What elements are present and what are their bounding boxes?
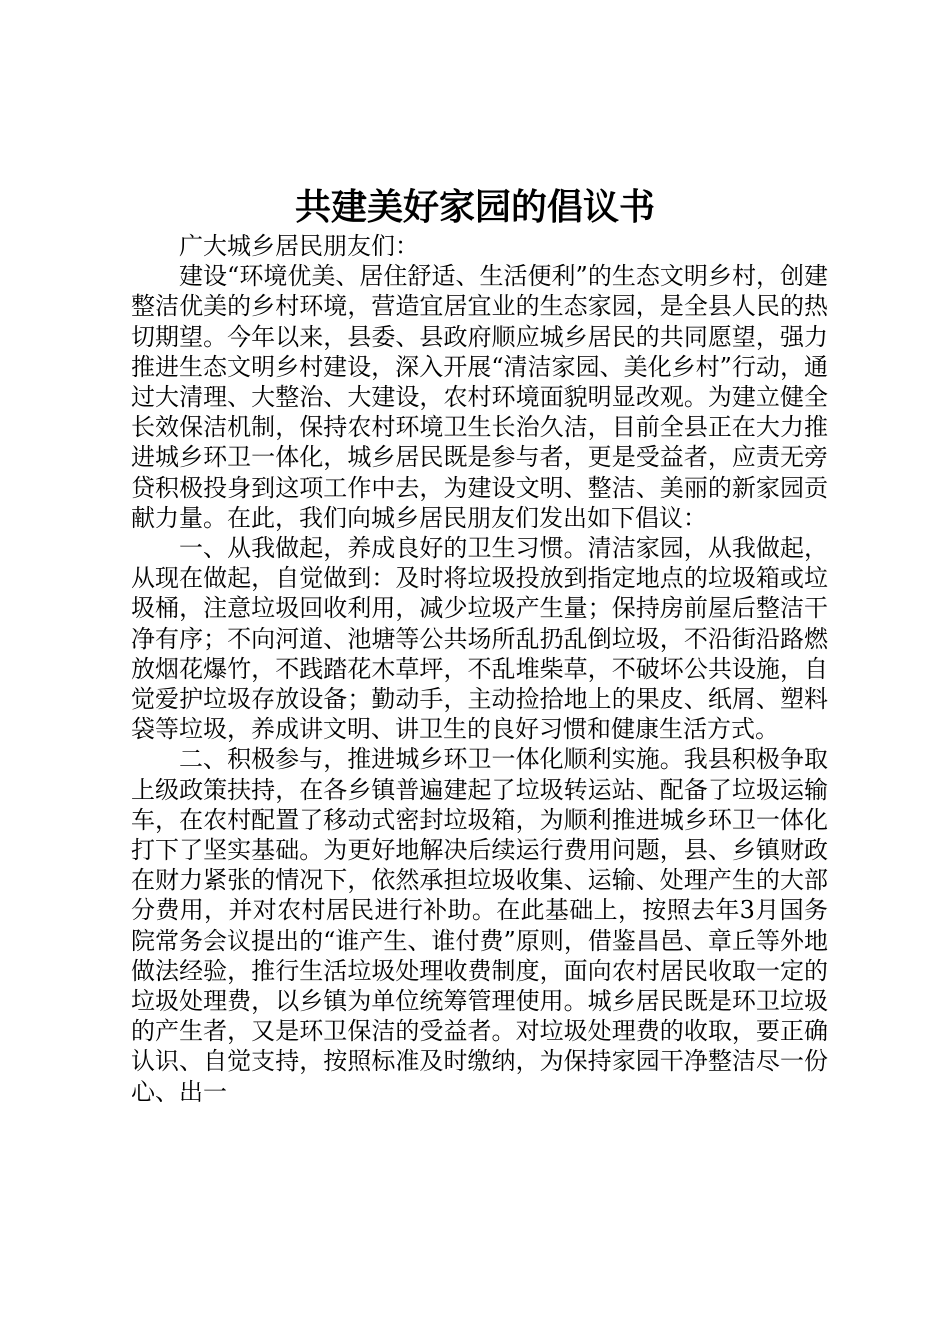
paragraph-item-1: 一、从我做起，养成良好的卫生习惯。清洁家园，从我做起，从现在做起，自觉做到：及时将垃圾投放到指定地点的垃圾箱或垃圾桶，注意垃圾回收利用，减少垃圾产生量；保持房前屋后整洁干净有序；不向河道、池塘等公共场所乱扔乱倒垃圾，不沿街沿路燃放烟花爆竹，不践踏花木草坪，不乱堆柴草，不破坏公共设施，自觉爱护垃圾存放设备；勤动手，主动捡拾地上的果皮、纸屑、塑料袋等垃圾，养成讲文明、讲卫生的良好习惯和健康生活方式。 xyxy=(131,534,828,744)
paragraph-item-2: 二、积极参与，推进城乡环卫一体化顺利实施。我县积极争取上级政策扶持，在各乡镇普遍建起了垃圾转运站、配备了垃圾运输车，在农村配置了移动式密封垃圾箱，为顺利推进城乡环卫一体化打下了坚实基础。为更好地解决后续运行费用问题，县、乡镇财政在财力紧张的情况下，依然承担垃圾收集、运输、处理产生的大部分费用，并对农村居民进行补助。在此基础上，按照去年3月国务院常务会议提出的“谁产生、谁付费”原则，借鉴昌邑、章丘等外地做法经验，推行生活垃圾处理收费制度，面向农村居民收取一定的垃圾处理费，以乡镇为单位统筹管理使用。城乡居民既是环卫垃圾的产生者，又是环卫保洁的受益者。对垃圾处理费的收取，要正确认识、自觉支持，按照标准及时缴纳，为保持家园干净整洁尽一份心、出一 xyxy=(131,745,828,1106)
salutation: 广大城乡居民朋友们： xyxy=(179,232,419,260)
document-body xyxy=(131,231,828,1107)
paragraph-intro: 建设“环境优美、居住舒适、生活便利”的生态文明乡村，创建整洁优美的乡村环境，营造宜居宜业的生态家园，是全县人民的热切期望。今年以来，县委、县政府顺应城乡居民的共同愿望，强力推进生态文明乡村建设，深入开展“清洁家园、美化乡村”行动，通过大清理、大整治、大建设，农村环境面貌明显改观。为建立健全长效保洁机制，保持农村环境卫生长治久洁，目前全县正在大力推进城乡环卫一体化，城乡居民既是参与者，更是受益者，应责无旁贷积极投身到这项工作中去，为建设文明、整洁、美丽的新家园贡献力量。在此，我们向城乡居民朋友们发出如下倡议： xyxy=(131,262,828,532)
document-title: 共建美好家园的倡议书 xyxy=(294,187,655,228)
